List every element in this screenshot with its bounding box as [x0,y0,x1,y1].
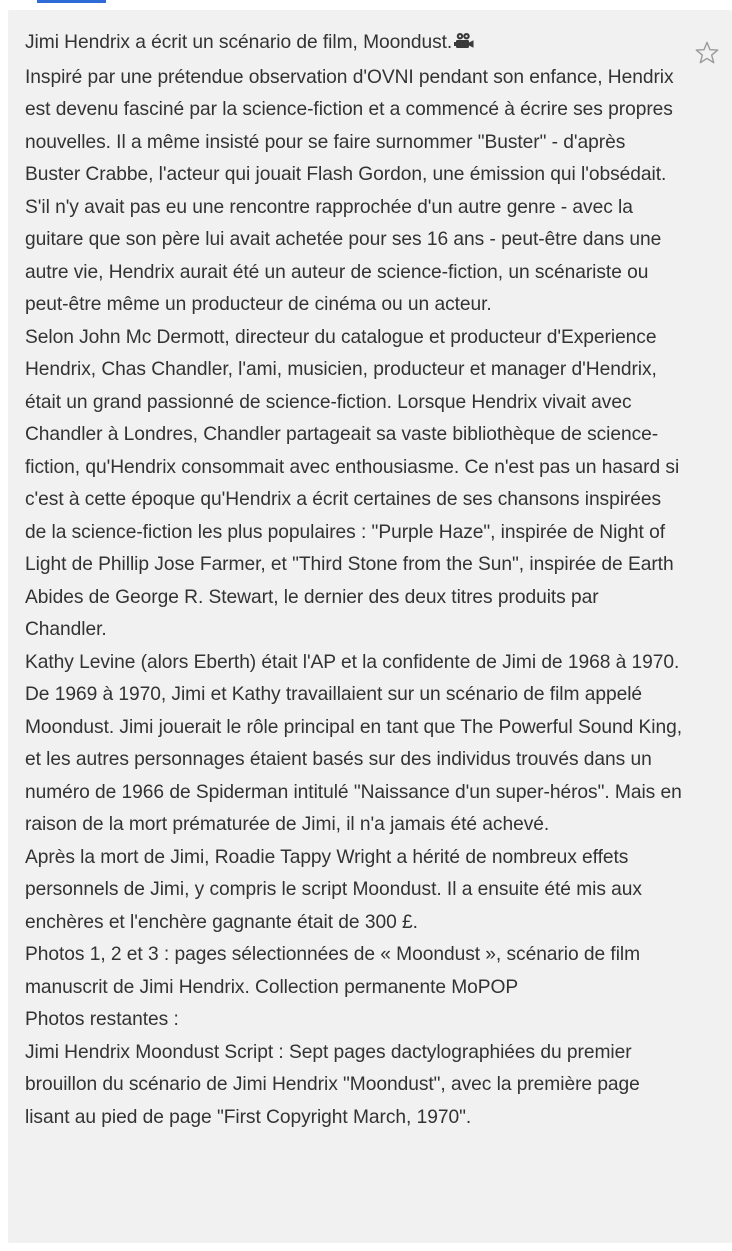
post-paragraph-4: Après la mort de Jimi, Roadie Tappy Wright a hérité de nombreux effets personnels de Jimi, y compris le script Moondust. Il a ensuite été mis aux enchères et l'enchère gagnante était de 300 £. [25,846,642,933]
post-body [25,27,685,1134]
post-card [8,10,732,1243]
post-title: Jimi Hendrix a écrit un scénario de film, Moondust. [25,32,453,53]
post-paragraph-2: Selon John Mc Dermott, directeur du catalogue et producteur d'Experience Hendrix, Chas Chandler, l'ami, musicien, producteur et manager d'Hendrix, était un grand passionné de science-fiction. Lorsque Hendrix vivait avec Chandler à Londres, Chandler partageait sa vaste bibliothèque de science-fiction, qu'Hendrix consommait avec enthousiasme. Ce n'est pas un hasard si c'est à cette époque qu'Hendrix a écrit certaines de ses chansons inspirées de la science-fiction les plus populaires : "Purple Haze", inspirée de Night of Light de Phillip Jose Farmer, et "Third Stone from the Sun", inspirée de Earth Abides de George R. Stewart, le dernier des deux titres produits par Chandler. [25,326,680,640]
post-title-line [25,27,685,62]
post-paragraph-5: Photos 1, 2 et 3 : pages sélectionnées de « Moondust », scénario de film manuscrit de Jimi Hendrix. Collection permanente MoPOP [25,944,641,998]
star-outline-icon [694,40,720,66]
movie-camera-icon [454,29,474,62]
post-paragraph-1: Inspiré par une prétendue observation d'OVNI pendant son enfance, Hendrix est devenu fasciné par la science-fiction et a commencé à écrire ses propres nouvelles. Il a même insisté pour se faire surnommer "Buster" - d'après Buster Crabbe, l'acteur qui jouait Flash Gordon, une émission qui l'obsédait. S'il n'y avait pas eu une rencontre rapprochée d'un autre genre - avec la guitare que son père lui avait achetée pour ses 16 ans - peut-être dans une autre vie, Hendrix aurait été un auteur de science-fiction, un scénariste ou peut-être même un producteur de cinéma ou un acteur. [25,66,674,315]
active-tab-indicator [37,0,106,3]
favorite-button[interactable] [694,40,720,66]
post-paragraph-7: Jimi Hendrix Moondust Script : Sept pages dactylographiées du premier brouillon du scénario de Jimi Hendrix "Moondust", avec la première page lisant au pied de page "First Copyright March, 1970". [25,1041,640,1128]
post-paragraph-6: Photos restantes : [25,1009,179,1030]
post-paragraph-3: Kathy Levine (alors Eberth) était l'AP et la confidente de Jimi de 1968 à 1970. De 1969 à 1970, Jimi et Kathy travaillaient sur un scénario de film appelé Moondust. Jimi jouerait le rôle principal en tant que The Powerful Sound King, et les autres personnages étaient basés sur des individus trouvés dans un numéro de 1966 de Spiderman intitulé "Naissance d'un super-héros". Mais en raison de la mort prématurée de Jimi, il n'a jamais été achevé. [25,651,683,835]
